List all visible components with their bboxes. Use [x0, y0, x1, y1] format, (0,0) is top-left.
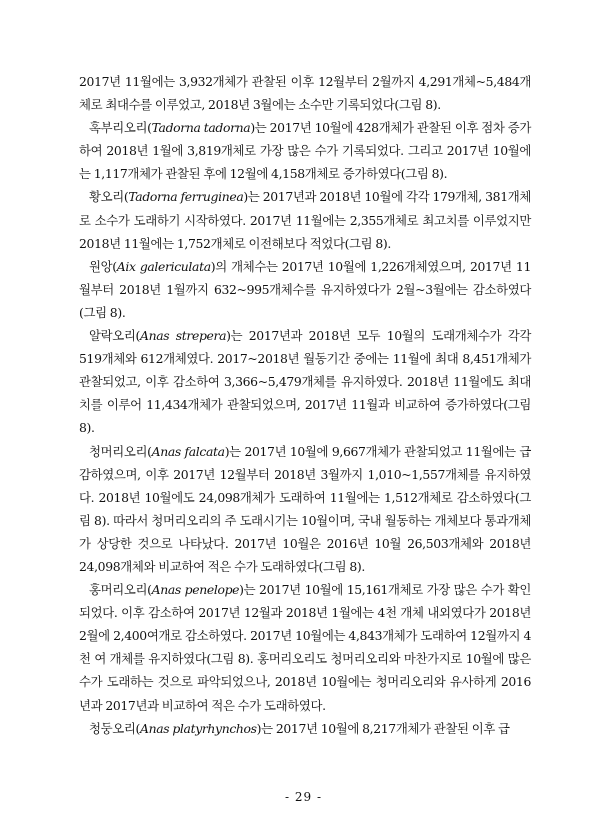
body-text [79, 70, 531, 740]
paragraph [79, 70, 531, 116]
scientific-name: Tadorna tadorna [151, 120, 251, 136]
scientific-name: Anas strepera [139, 328, 227, 344]
paragraph-text: )는 2017년 10월에 8,217개체가 관찰된 이후 급 [256, 720, 510, 736]
paragraph-text: 황오리( [89, 189, 129, 205]
page-number: - 29 - [284, 790, 322, 804]
paragraph-text: 알락오리( [89, 328, 140, 344]
paragraph [79, 116, 531, 185]
scientific-name: Anas falcata [151, 443, 225, 459]
scientific-name: Tadorna ferruginea [128, 189, 244, 205]
paragraph-text: )의 개체수는 2017년 10월에 1,226개체였으며, 2017년 11월부터 2018년 1월까지 632~995개체수를 유지하였다가 2월~3월에는 감소하였다(그림 8). [79, 258, 531, 320]
paragraph-text: 청둥오리( [89, 720, 140, 736]
paragraph [79, 185, 531, 254]
paragraph-text: )는 2017년 10월에 428개체가 관찰된 이후 점차 증가하여 2018년 1월에 3,819개체로 가장 많은 수가 기록되었다. 그리고 2017년 10월에는 1,117개체가 관찰된 후에 12월에 4,158개체로 증가하였다(그림 8). [79, 120, 531, 182]
paragraph [79, 255, 531, 324]
paragraph-text: 혹부리오리( [89, 120, 152, 136]
paragraph-text: 청머리오리( [89, 443, 152, 459]
paragraph-text: 원앙( [89, 258, 117, 274]
paragraph [79, 440, 531, 579]
paragraph-text: )는 2017년과 2018년 모두 10월의 도래개체수가 각각 519개체와 612개체였다. 2017~2018년 월동기간 중에는 11월에 최대 8,451개체가 관찰되었고, 이후 감소하여 3,366~5,479개체를 유지하였다. 2018년 11월에도 최대치를 이루어 11,434개체가 관찰되었으며, 2017년 11월과 비교하여 증가하였다(그림 8). [79, 328, 531, 436]
scientific-name: Anas penelope [151, 582, 240, 598]
paragraph-text: 2017년 11월에는 3,932개체가 관찰된 이후 12월부터 2월까지 4,291개체~5,484개체로 최대수를 이루었고, 2018년 3월에는 소수만 기록되었다(그림 8). [79, 74, 531, 113]
paragraph [79, 717, 531, 740]
paragraph-text: 홍머리오리( [89, 582, 152, 598]
scientific-name: Aix galericulata [116, 258, 211, 274]
scientific-name: Anas platyrhynchos [139, 720, 257, 736]
paragraph [79, 324, 531, 439]
paragraph-text: )는 2017년 10월에 15,161개체로 가장 많은 수가 확인되었다. 이후 감소하여 2017년 12월과 2018년 1월에는 4천 개체 내외였다가 2018년 2월에 2,400여개로 감소하였다. 2017년 10월에는 4,843개체가 도래하여 12월까지 4천 여 개체를 유지하였다(그림 8). 홍머리오리도 청머리오리와 마찬가지로 10월에 많은 수가 도래하는 것으로 파악되었으나, 2018년 10월에는 청머리오리와 유사하게 2016년과 2017년과 비교하여 적은 수가 도래하였다. [79, 582, 531, 713]
paragraph [79, 578, 531, 717]
paragraph-text: )는 2017년과 2018년 10월에 각각 179개체, 381개체로 소수가 도래하기 시작하였다. 2017년 11월에는 2,355개체로 최고치를 이루었지만 2018년 11월에는 1,752개체로 이전해보다 적었다(그림 8). [79, 189, 531, 251]
paragraph-text: )는 2017년 10월에 9,667개체가 관찰되었고 11월에는 급감하였으며, 이후 2017년 12월부터 2018년 3월까지 1,010~1,557개체를 유지하였다. 2018년 10월에도 24,098개체가 도래하여 11월에는 1,512개체로 감소하였다(그림 8). 따라서 청머리오리의 주 도래시기는 10월이며, 국내 월동하는 개체보다 통과개체가 상당한 것으로 나타났다. 2017년 10월은 2016년 10월 26,503개체와 2018년 24,098개체와 비교하여 적은 수가 도래하였다(그림 8). [79, 443, 531, 574]
